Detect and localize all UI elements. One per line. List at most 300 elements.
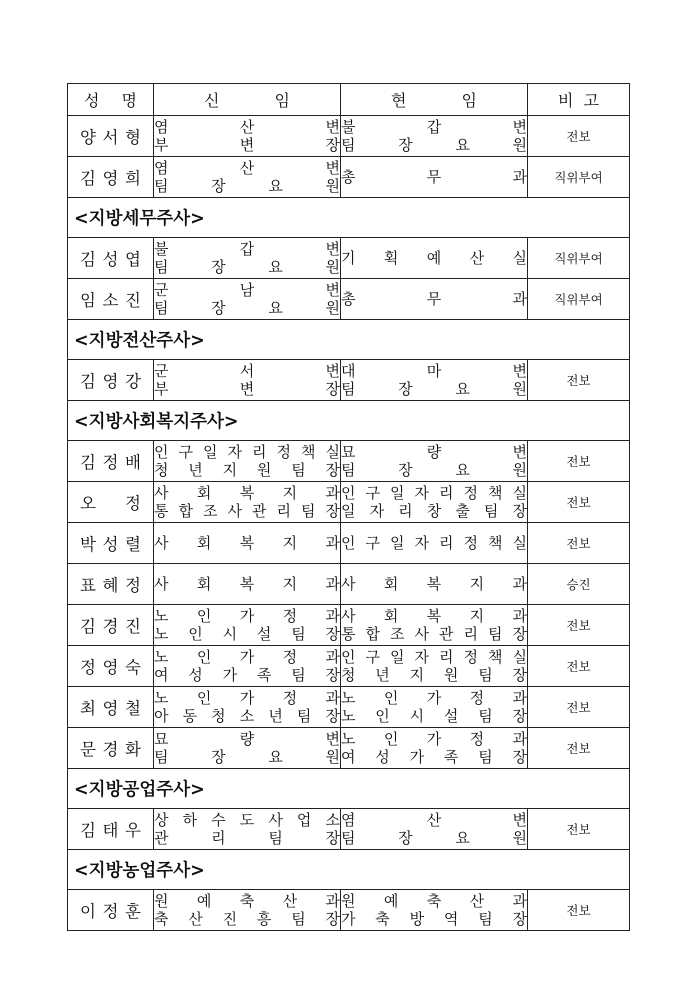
glyph: 경 (102, 740, 119, 759)
glyph: 인 (196, 607, 212, 625)
glyph: 팀 (483, 502, 499, 520)
new-post-line (154, 892, 340, 910)
glyph: 정 (463, 648, 478, 666)
table-row (68, 482, 630, 523)
glyph: 량 (426, 443, 442, 461)
person-name (68, 572, 153, 596)
glyph: 실 (512, 648, 527, 666)
table-row (68, 116, 630, 157)
glyph: 회 (196, 484, 212, 502)
glyph: 팀 (478, 910, 493, 928)
glyph: 장 (325, 625, 340, 643)
glyph: 소 (102, 291, 119, 310)
glyph: 년 (375, 666, 390, 684)
glyph: 팀 (154, 299, 169, 317)
glyph: 군 (154, 362, 169, 380)
glyph: 요 (455, 136, 470, 154)
glyph: 무 (426, 168, 442, 186)
glyph: 과 (325, 607, 340, 625)
glyph: 자 (227, 443, 242, 461)
glyph: 영 (102, 699, 119, 718)
glyph: 과 (512, 730, 527, 748)
note-cell: 전보 (528, 482, 630, 523)
glyph: 진 (125, 617, 141, 636)
glyph: 정 (463, 534, 478, 552)
glyph: 팀 (341, 829, 356, 847)
glyph: 족 (443, 748, 459, 766)
current-post-line (341, 666, 527, 684)
glyph: 과 (512, 168, 527, 186)
new-post-line (154, 829, 340, 847)
current-post-cell (341, 890, 528, 931)
glyph: 정 (282, 607, 298, 625)
table-row (68, 564, 630, 605)
glyph: 지 (282, 484, 298, 502)
person-name-cell (68, 646, 154, 687)
new-post-line (154, 707, 340, 725)
glyph: 명 (121, 91, 137, 110)
glyph: 노 (341, 730, 356, 748)
person-name-cell (68, 279, 154, 320)
current-post-line (341, 248, 527, 268)
glyph: 원 (443, 666, 459, 684)
new-post-line (154, 281, 340, 299)
glyph: 통 (154, 502, 169, 520)
glyph: 요 (268, 177, 283, 195)
person-name (68, 817, 153, 841)
current-post-cell (341, 809, 528, 850)
glyph: 현 (391, 91, 407, 110)
glyph: 가 (239, 689, 255, 707)
glyph: 양 (80, 128, 96, 147)
glyph: 총 (341, 290, 356, 308)
person-name-cell (68, 728, 154, 769)
glyph: 갑 (426, 118, 442, 136)
glyph: 변 (325, 730, 340, 748)
glyph: 통 (341, 625, 356, 643)
current-post-line (341, 625, 527, 643)
current-post-cell (341, 728, 528, 769)
glyph: 지 (282, 534, 298, 552)
table-header-row (68, 84, 630, 116)
glyph: 사 (154, 575, 169, 593)
person-name (68, 531, 153, 555)
glyph: 팀 (478, 748, 493, 766)
glyph: 렬 (125, 535, 141, 554)
glyph: 팀 (291, 910, 306, 928)
glyph: 요 (455, 829, 470, 847)
glyph: 상 (154, 811, 169, 829)
glyph: 요 (268, 299, 283, 317)
table-row (68, 809, 630, 850)
glyph: 김 (80, 821, 96, 840)
glyph: 과 (512, 689, 527, 707)
glyph: 변 (239, 380, 255, 398)
current-post-cell (341, 482, 528, 523)
glyph: 예 (196, 892, 212, 910)
glyph: 구 (178, 443, 193, 461)
header-current-post (341, 88, 527, 111)
glyph: 팀 (341, 136, 356, 154)
glyph: 변 (512, 362, 527, 380)
glyph: 인 (196, 648, 212, 666)
glyph: 원 (325, 258, 340, 276)
glyph: 과 (325, 575, 340, 593)
current-post-line (341, 689, 527, 707)
glyph: 회 (196, 534, 212, 552)
glyph: 염 (154, 159, 169, 177)
glyph: 장 (398, 380, 413, 398)
glyph: 정 (469, 689, 485, 707)
glyph: 산 (282, 892, 298, 910)
current-post-line (341, 748, 527, 766)
table-row (68, 605, 630, 646)
glyph: 예 (426, 249, 442, 267)
current-post-cell (341, 360, 528, 401)
glyph: 원 (256, 461, 272, 479)
glyph: 태 (102, 821, 119, 840)
current-post-line (341, 533, 527, 553)
new-post-cell (154, 279, 341, 320)
glyph: 염 (154, 118, 169, 136)
person-name-cell (68, 890, 154, 931)
new-post-cell (154, 890, 341, 931)
glyph: 과 (325, 648, 340, 666)
glyph: 군 (154, 281, 169, 299)
current-post-line (341, 167, 527, 187)
glyph: 마 (426, 362, 442, 380)
glyph: 염 (341, 811, 356, 829)
glyph: 인 (383, 689, 399, 707)
current-post-line (341, 892, 527, 910)
new-post-line (154, 730, 340, 748)
glyph: 청 (211, 707, 226, 725)
glyph: 지 (469, 575, 485, 593)
table-row (68, 279, 630, 320)
glyph: 년 (188, 461, 203, 479)
glyph: 창 (426, 502, 442, 520)
glyph: 인 (341, 534, 356, 552)
new-post-cell (154, 116, 341, 157)
current-post-line (341, 910, 527, 928)
glyph: 과 (512, 607, 527, 625)
glyph: 실 (325, 443, 340, 461)
glyph: 강 (125, 372, 141, 391)
glyph: 시 (222, 625, 238, 643)
section-heading-row (68, 769, 630, 809)
glyph: 장 (398, 136, 413, 154)
glyph: 정 (282, 689, 298, 707)
glyph: 장 (325, 707, 340, 725)
glyph: 역 (443, 910, 459, 928)
glyph: 원 (512, 829, 527, 847)
current-post-line (341, 461, 527, 479)
glyph: 박 (80, 535, 96, 554)
glyph: 구 (365, 648, 380, 666)
glyph: 아 (154, 707, 169, 725)
glyph: 묘 (341, 443, 356, 461)
glyph: 장 (325, 136, 340, 154)
glyph: 팀 (291, 461, 306, 479)
glyph: 신 (204, 91, 220, 110)
note-cell: 전보 (528, 687, 630, 728)
glyph: 지 (222, 461, 238, 479)
glyph: 장 (398, 461, 413, 479)
glyph: 사 (341, 607, 356, 625)
section-heading: <지방농업주사> (68, 850, 630, 890)
glyph: 성 (84, 91, 100, 110)
new-post-line (154, 118, 340, 136)
glyph: 사 (154, 534, 169, 552)
new-post-line (154, 910, 340, 928)
glyph: 불 (154, 240, 169, 258)
glyph: 원 (512, 461, 527, 479)
glyph: 정 (102, 453, 119, 472)
person-name-cell (68, 809, 154, 850)
glyph: 과 (325, 534, 340, 552)
note-cell: 전보 (528, 605, 630, 646)
person-name (68, 165, 153, 189)
section-heading: <지방사회복지주사> (68, 401, 630, 441)
new-post-line (154, 380, 340, 398)
new-post-cell (154, 523, 341, 564)
glyph: 가 (409, 748, 425, 766)
glyph: 엽 (125, 250, 141, 269)
glyph: 변 (512, 811, 527, 829)
table-row (68, 687, 630, 728)
current-post-cell (341, 238, 528, 279)
new-post-line (154, 502, 340, 520)
glyph: 회 (196, 575, 212, 593)
new-post-cell (154, 564, 341, 605)
glyph: 복 (426, 607, 442, 625)
glyph: 사 (414, 625, 429, 643)
note-cell: 전보 (528, 890, 630, 931)
new-post-cell (154, 728, 341, 769)
glyph: 정 (125, 494, 141, 513)
glyph: 자 (414, 648, 429, 666)
note-cell: 전보 (528, 523, 630, 564)
glyph: 희 (125, 169, 141, 188)
glyph: 원 (154, 892, 169, 910)
glyph: 변 (512, 443, 527, 461)
personnel-table (67, 83, 630, 931)
glyph: 책 (488, 648, 503, 666)
glyph: 비 (558, 91, 574, 110)
person-name (68, 287, 153, 311)
glyph: 조 (203, 502, 218, 520)
glyph: 정 (102, 902, 119, 921)
glyph: 책 (488, 484, 503, 502)
glyph: 방 (409, 910, 425, 928)
personnel-table-body (68, 84, 630, 931)
glyph: 소 (239, 707, 255, 725)
current-post-line (341, 607, 527, 625)
glyph: 변 (325, 118, 340, 136)
glyph: 복 (426, 575, 442, 593)
glyph: 동 (182, 707, 198, 725)
glyph: 리 (276, 502, 291, 520)
current-post-line (341, 118, 527, 136)
glyph: 청 (154, 461, 169, 479)
glyph: 인 (188, 625, 203, 643)
new-post-line (154, 625, 340, 643)
person-name-cell (68, 482, 154, 523)
glyph: 자 (414, 534, 429, 552)
glyph: 지 (282, 575, 298, 593)
glyph: 량 (239, 730, 255, 748)
glyph: 진 (125, 291, 141, 310)
glyph: 리 (252, 443, 267, 461)
person-name (68, 449, 153, 473)
note-cell: 전보 (528, 728, 630, 769)
new-post-line (154, 299, 340, 317)
new-post-line (154, 607, 340, 625)
person-name-cell (68, 238, 154, 279)
current-post-line (341, 730, 527, 748)
glyph: 일 (203, 443, 218, 461)
glyph: 남 (239, 281, 255, 299)
glyph: 팀 (341, 461, 356, 479)
glyph: 산 (469, 892, 485, 910)
glyph: 회 (383, 607, 399, 625)
glyph: 가 (341, 910, 356, 928)
glyph: 사 (268, 811, 283, 829)
current-post-cell (341, 116, 528, 157)
glyph: 갑 (239, 240, 255, 258)
glyph: 오 (80, 494, 96, 513)
glyph: 실 (512, 484, 527, 502)
glyph: 장 (211, 177, 226, 195)
current-post-cell (341, 279, 528, 320)
current-post-line (341, 811, 527, 829)
glyph: 사 (341, 575, 356, 593)
new-post-line (154, 748, 340, 766)
table-row (68, 890, 630, 931)
glyph: 정 (276, 443, 291, 461)
glyph: 장 (325, 502, 340, 520)
glyph: 요 (268, 258, 283, 276)
glyph: 가 (426, 689, 442, 707)
new-post-line (154, 177, 340, 195)
glyph: 장 (211, 258, 226, 276)
header-name-cell (68, 84, 154, 116)
glyph: 팀 (268, 829, 283, 847)
glyph: 부 (154, 136, 169, 154)
glyph: 소 (325, 811, 340, 829)
glyph: 관 (154, 829, 169, 847)
glyph: 구 (365, 484, 380, 502)
note-cell: 전보 (528, 116, 630, 157)
glyph: 원 (325, 748, 340, 766)
glyph: 하 (182, 811, 198, 829)
glyph: 노 (154, 625, 169, 643)
glyph: 사 (154, 484, 169, 502)
note-cell: 직위부여 (528, 279, 630, 320)
glyph: 팀 (341, 380, 356, 398)
section-heading-row (68, 198, 630, 238)
glyph: 예 (383, 892, 399, 910)
glyph: 도 (239, 811, 255, 829)
glyph: 팀 (488, 625, 503, 643)
glyph: 요 (268, 748, 283, 766)
glyph: 복 (239, 575, 255, 593)
glyph: 팀 (154, 258, 169, 276)
header-note (528, 88, 629, 111)
table-row (68, 523, 630, 564)
glyph: 설 (443, 707, 459, 725)
glyph: 임 (274, 91, 290, 110)
glyph: 팀 (154, 177, 169, 195)
glyph: 산 (239, 118, 255, 136)
glyph: 영 (102, 372, 119, 391)
glyph: 인 (341, 484, 356, 502)
glyph: 책 (301, 443, 316, 461)
glyph: 영 (102, 658, 119, 677)
glyph: 인 (383, 730, 399, 748)
glyph: 김 (80, 617, 96, 636)
current-post-line (341, 707, 527, 725)
new-post-line (154, 484, 340, 502)
glyph: 여 (154, 666, 169, 684)
glyph: 청 (341, 666, 356, 684)
new-post-cell (154, 646, 341, 687)
glyph: 축 (375, 910, 390, 928)
glyph: 불 (341, 118, 356, 136)
person-name-cell (68, 116, 154, 157)
table-row (68, 238, 630, 279)
glyph: 원 (325, 177, 340, 195)
glyph: 축 (239, 892, 255, 910)
table-row (68, 441, 630, 482)
glyph: 서 (102, 128, 119, 147)
glyph: 장 (512, 502, 527, 520)
new-post-cell (154, 687, 341, 728)
glyph: 영 (102, 169, 119, 188)
person-name-cell (68, 360, 154, 401)
glyph: 일 (390, 648, 405, 666)
section-heading-row (68, 320, 630, 360)
note-cell: 전보 (528, 441, 630, 482)
glyph: 과 (325, 689, 340, 707)
note-cell: 승진 (528, 564, 630, 605)
glyph: 경 (102, 617, 119, 636)
glyph: 인 (154, 443, 169, 461)
glyph: 장 (325, 461, 340, 479)
glyph: 팀 (296, 707, 312, 725)
glyph: 팀 (301, 502, 316, 520)
new-post-line (154, 258, 340, 276)
table-row (68, 360, 630, 401)
glyph: 지 (409, 666, 425, 684)
section-heading: <지방세무주사> (68, 198, 630, 238)
glyph: 리 (439, 484, 454, 502)
glyph: 족 (256, 666, 272, 684)
new-post-cell (154, 157, 341, 198)
header-name (68, 88, 153, 111)
glyph: 수 (211, 811, 226, 829)
glyph: 가 (239, 607, 255, 625)
glyph: 실 (512, 534, 527, 552)
glyph: 노 (154, 648, 169, 666)
current-post-cell (341, 523, 528, 564)
person-name (68, 613, 153, 637)
current-post-line (341, 380, 527, 398)
current-post-cell (341, 441, 528, 482)
glyph: 원 (341, 892, 356, 910)
new-post-line (154, 362, 340, 380)
person-name (68, 490, 153, 514)
